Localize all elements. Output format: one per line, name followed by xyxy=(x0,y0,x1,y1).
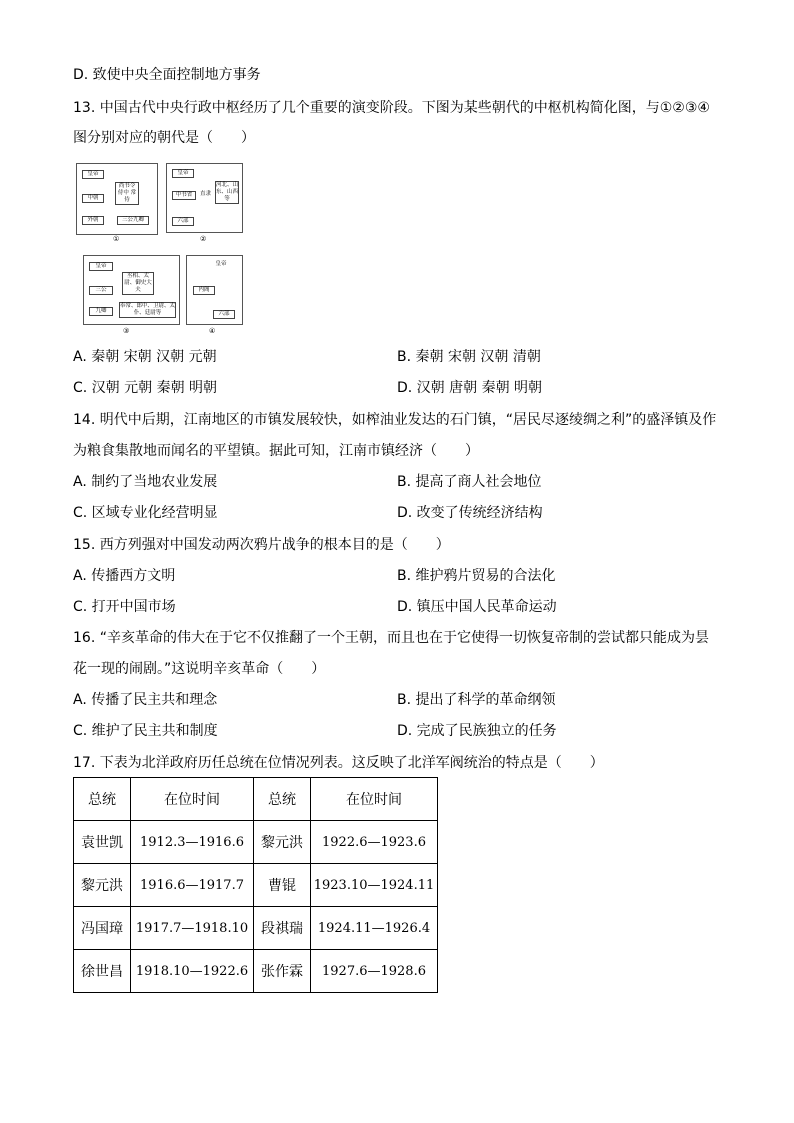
diagram-box: 皇帝 xyxy=(89,262,113,271)
diagram-box: 丞相、太尉、御史大夫 xyxy=(122,272,154,295)
table-cell: 1917.7—1918.10 xyxy=(131,907,254,950)
q13-option-c[interactable]: C. 汉朝 元朝 秦朝 明朝 xyxy=(73,380,218,396)
q13-diagram-3 xyxy=(83,255,180,325)
q13-option-b[interactable]: B. 秦朝 宋朝 汉朝 清朝 xyxy=(397,349,541,365)
q13-diagram-2 xyxy=(166,163,243,233)
table-cell: 1923.10—1924.11 xyxy=(311,864,438,907)
q13-diagram-4-caption: ④ xyxy=(209,327,216,335)
table-cell: 冯国璋 xyxy=(74,907,131,950)
q13-diagram-1 xyxy=(76,163,158,235)
table-header-row xyxy=(74,778,438,821)
table-cell: 徐世昌 xyxy=(74,950,131,993)
q12-option-d[interactable]: D. 致使中央全面控制地方事务 xyxy=(73,67,261,83)
diagram-box: 六部 xyxy=(172,217,194,226)
q14-option-c[interactable]: C. 区域专业化经营明显 xyxy=(73,505,218,521)
table-cell: 袁世凯 xyxy=(74,821,131,864)
diagram-box: 三公九卿 xyxy=(117,216,149,225)
diagram-box: 奉常、郎中、卫尉、太仆、廷尉等 xyxy=(120,303,176,316)
q15-option-c[interactable]: C. 打开中国市场 xyxy=(73,599,176,615)
diagram-box: 内阁 xyxy=(193,286,215,295)
table-row xyxy=(74,864,438,907)
q15-option-a[interactable]: A. 传播西方文明 xyxy=(73,568,176,584)
diagram-box: 河北、山东、山西等 xyxy=(216,182,239,202)
table-cell: 段祺瑞 xyxy=(254,907,311,950)
diagram-box: 九卿 xyxy=(89,307,113,316)
q17-stem: 17. 下表为北洋政府历任总统在位情况列表。这反映了北洋军阀统治的特点是（ ） xyxy=(73,755,604,771)
table-cell: 曹锟 xyxy=(254,864,311,907)
table-cell: 1927.6—1928.6 xyxy=(311,950,438,993)
table-cell: 张作霖 xyxy=(254,950,311,993)
q13-diagram-4 xyxy=(186,255,243,325)
table-cell: 1916.6—1917.7 xyxy=(131,864,254,907)
diagram-box: 六部 xyxy=(213,310,235,319)
q16-stem-line2: 花一现的闹剧。”这说明辛亥革命（ ） xyxy=(73,661,326,677)
q15-stem: 15. 西方列强对中国发动两次鸦片战争的根本目的是（ ） xyxy=(73,537,450,553)
diagram-box: 皇帝 xyxy=(82,170,104,179)
q16-stem-line1: 16. “辛亥革命的伟大在于它不仅推翻了一个王朝，而且也在于它使得一切恢复帝制的尝试都只能成为昙 xyxy=(73,630,709,646)
q16-option-d[interactable]: D. 完成了民族独立的任务 xyxy=(397,723,557,739)
q14-option-a[interactable]: A. 制约了当地农业发展 xyxy=(73,474,218,490)
diagram-box: 皇帝 xyxy=(211,261,231,268)
q15-option-b[interactable]: B. 维护鸦片贸易的合法化 xyxy=(397,568,556,584)
table-header-cell: 总统 xyxy=(254,778,311,821)
table-header-cell: 在位时间 xyxy=(311,778,438,821)
q13-stem-line1: 13. 中国古代中央行政中枢经历了几个重要的演变阶段。下图为某些朝代的中枢机构简化图，与①②③④ xyxy=(73,100,710,116)
diagram-box: 三公 xyxy=(89,286,113,295)
table-cell: 黎元洪 xyxy=(254,821,311,864)
table-header-cell: 在位时间 xyxy=(131,778,254,821)
diagram-box: 皇帝 xyxy=(172,169,194,178)
q14-stem-line2: 为粮食集散地而闻名的平望镇。据此可知，江南市镇经济（ ） xyxy=(73,443,479,459)
q13-diagram-1-caption: ① xyxy=(113,235,120,243)
president-table xyxy=(73,777,438,993)
table-cell: 黎元洪 xyxy=(74,864,131,907)
table-cell: 1922.6—1923.6 xyxy=(311,821,438,864)
table-row xyxy=(74,907,438,950)
q13-diagram-2-caption: ② xyxy=(200,235,207,243)
q13-option-d[interactable]: D. 汉朝 唐朝 秦朝 明朝 xyxy=(397,380,543,396)
q16-option-b[interactable]: B. 提出了科学的革命纲领 xyxy=(397,692,556,708)
table-row xyxy=(74,950,438,993)
q16-option-a[interactable]: A. 传播了民主共和理念 xyxy=(73,692,218,708)
q14-option-b[interactable]: B. 提高了商人社会地位 xyxy=(397,474,542,490)
q13-option-a[interactable]: A. 秦朝 宋朝 汉朝 元朝 xyxy=(73,349,217,365)
diagram-box: 直隶 xyxy=(199,191,211,197)
diagram-box: 中书省 xyxy=(172,191,196,200)
table-row xyxy=(74,821,438,864)
q16-option-c[interactable]: C. 维护了民主共和制度 xyxy=(73,723,218,739)
table-header-cell: 总统 xyxy=(74,778,131,821)
table-cell: 1924.11—1926.4 xyxy=(311,907,438,950)
table-cell: 1912.3—1916.6 xyxy=(131,821,254,864)
q15-option-d[interactable]: D. 镇压中国人民革命运动 xyxy=(397,599,557,615)
diagram-box: 外朝 xyxy=(82,216,104,225)
diagram-box: 中朝 xyxy=(82,194,104,203)
q13-diagram-3-caption: ③ xyxy=(123,327,130,335)
q14-option-d[interactable]: D. 改变了传统经济结构 xyxy=(397,505,543,521)
q13-stem-line2: 图分别对应的朝代是（ ） xyxy=(73,130,255,146)
diagram-box: 尚书令 侍中 常侍 xyxy=(115,182,139,205)
table-cell: 1918.10—1922.6 xyxy=(131,950,254,993)
q14-stem-line1: 14. 明代中后期，江南地区的市镇发展较快，如榨油业发达的石门镇，“居民尽逐绫绸之利”的盛泽镇及作 xyxy=(73,412,717,428)
